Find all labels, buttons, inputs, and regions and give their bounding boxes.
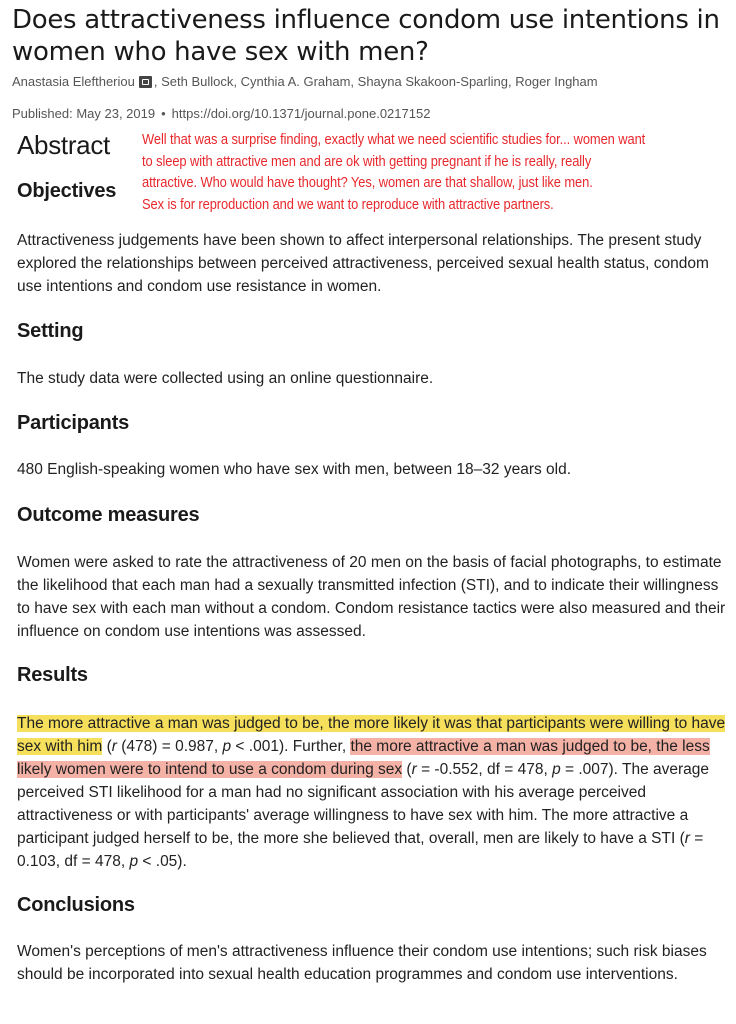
outcome-text: Women were asked to rate the attractiveness of 20 men on the basis of facial photographs, to estimate the likelihood that each man had a sexually transmitted infection (STI), and to indicate their willingness to have sex with each man without a condom. Condom resistance tactics were also measured and their influence on condom use intentions was assessed. bbox=[17, 554, 726, 640]
highlight-red: the more attractive a man was judged to be, the less likely women were to intend to use a condom during sex bbox=[17, 738, 710, 778]
author-list: Anastasia Eleftheriou , Seth Bullock, Cynthia A. Graham, Shayna Skakoon-Sparling, Roger Ingham bbox=[12, 74, 598, 89]
stat-symbol: r bbox=[111, 738, 117, 755]
annotation-line: attractive. Who would have thought? Yes, women are that shallow, just like men. bbox=[142, 174, 593, 191]
publication-meta bbox=[12, 106, 430, 121]
results-fragment: = -0.552, df = 478, bbox=[416, 761, 553, 778]
annotation-line: to sleep with attractive men and are ok with getting pregnant if he is really, really bbox=[142, 152, 592, 170]
stat-symbol: p bbox=[222, 738, 232, 755]
author-link[interactable]: Anastasia Eleftheriou bbox=[12, 74, 135, 89]
results-fragment: < .001). Further, bbox=[231, 738, 351, 755]
published-date: Published: May 23, 2019 bbox=[12, 106, 156, 121]
stat-symbol: r bbox=[684, 830, 690, 847]
results-heading: Results bbox=[17, 664, 88, 686]
overlay-annotation bbox=[142, 129, 718, 215]
doi-link[interactable]: https://doi.org/10.1371/journal.pone.0217152 bbox=[171, 106, 431, 121]
results-fragment: (478) = 0.987, bbox=[116, 738, 223, 755]
results-fragment: ( bbox=[102, 738, 112, 755]
highlight-yellow: The more attractive a man was judged to be, the more likely it was that participants were willing to have sex with him bbox=[17, 715, 726, 755]
conclusions-text: Women's perceptions of men's attractiveness influence their condom use intentions; such risk biases should be incorporated into sexual health education programmes and condom use interventions. bbox=[17, 943, 707, 983]
article-title: Does attractiveness influence condom use intentions in women who have sex with men? bbox=[12, 5, 720, 67]
stat-symbol: p bbox=[552, 761, 561, 778]
results-text bbox=[17, 712, 727, 873]
annotation-line: Sex is for reproduction and we want to reproduce with attractive partners. bbox=[142, 195, 554, 213]
results-fragment: ( bbox=[402, 761, 412, 778]
stat-symbol: p bbox=[129, 853, 139, 870]
setting-text: The study data were collected using an online questionnaire. bbox=[17, 370, 434, 387]
results-fragment: = 0.103, df = 478, bbox=[17, 830, 704, 870]
participants-heading: Participants bbox=[17, 412, 130, 434]
author-link[interactable]: Roger Ingham bbox=[515, 74, 598, 89]
email-icon[interactable] bbox=[139, 76, 152, 88]
author-link[interactable]: Shayna Skakoon-Sparling bbox=[357, 74, 508, 89]
participants-text: 480 English-speaking women who have sex with men, between 18–32 years old. bbox=[17, 461, 572, 478]
author-link[interactable]: Cynthia A. Graham bbox=[240, 74, 351, 89]
results-fragment: = .007). The average perceived STI likelihood for a man had no significant association with his average perceived attractiveness or with participants' average willingness to have sex with him. The more attractive a participant judged herself to be, the more she believed that, overall, men are likely to have a STI ( bbox=[17, 761, 710, 847]
objectives-text: Attractiveness judgements have been shown to affect interpersonal relationships. The present study explored the relationships between perceived attractiveness, perceived sexual health status, condom use intentions and condom use resistance in women. bbox=[17, 232, 709, 295]
results-fragment: < .05). bbox=[138, 853, 187, 870]
annotation-line: Well that was a surprise finding, exactly what we need scientific studies for... women want bbox=[142, 131, 646, 148]
stat-symbol: r bbox=[411, 761, 417, 778]
author-link[interactable]: Seth Bullock bbox=[161, 74, 234, 89]
conclusions-heading: Conclusions bbox=[17, 894, 135, 916]
bullet-separator: • bbox=[161, 106, 166, 121]
abstract-heading: Abstract bbox=[17, 130, 110, 160]
setting-heading: Setting bbox=[17, 320, 84, 342]
objectives-heading: Objectives bbox=[17, 180, 117, 202]
outcome-heading: Outcome measures bbox=[17, 504, 200, 526]
